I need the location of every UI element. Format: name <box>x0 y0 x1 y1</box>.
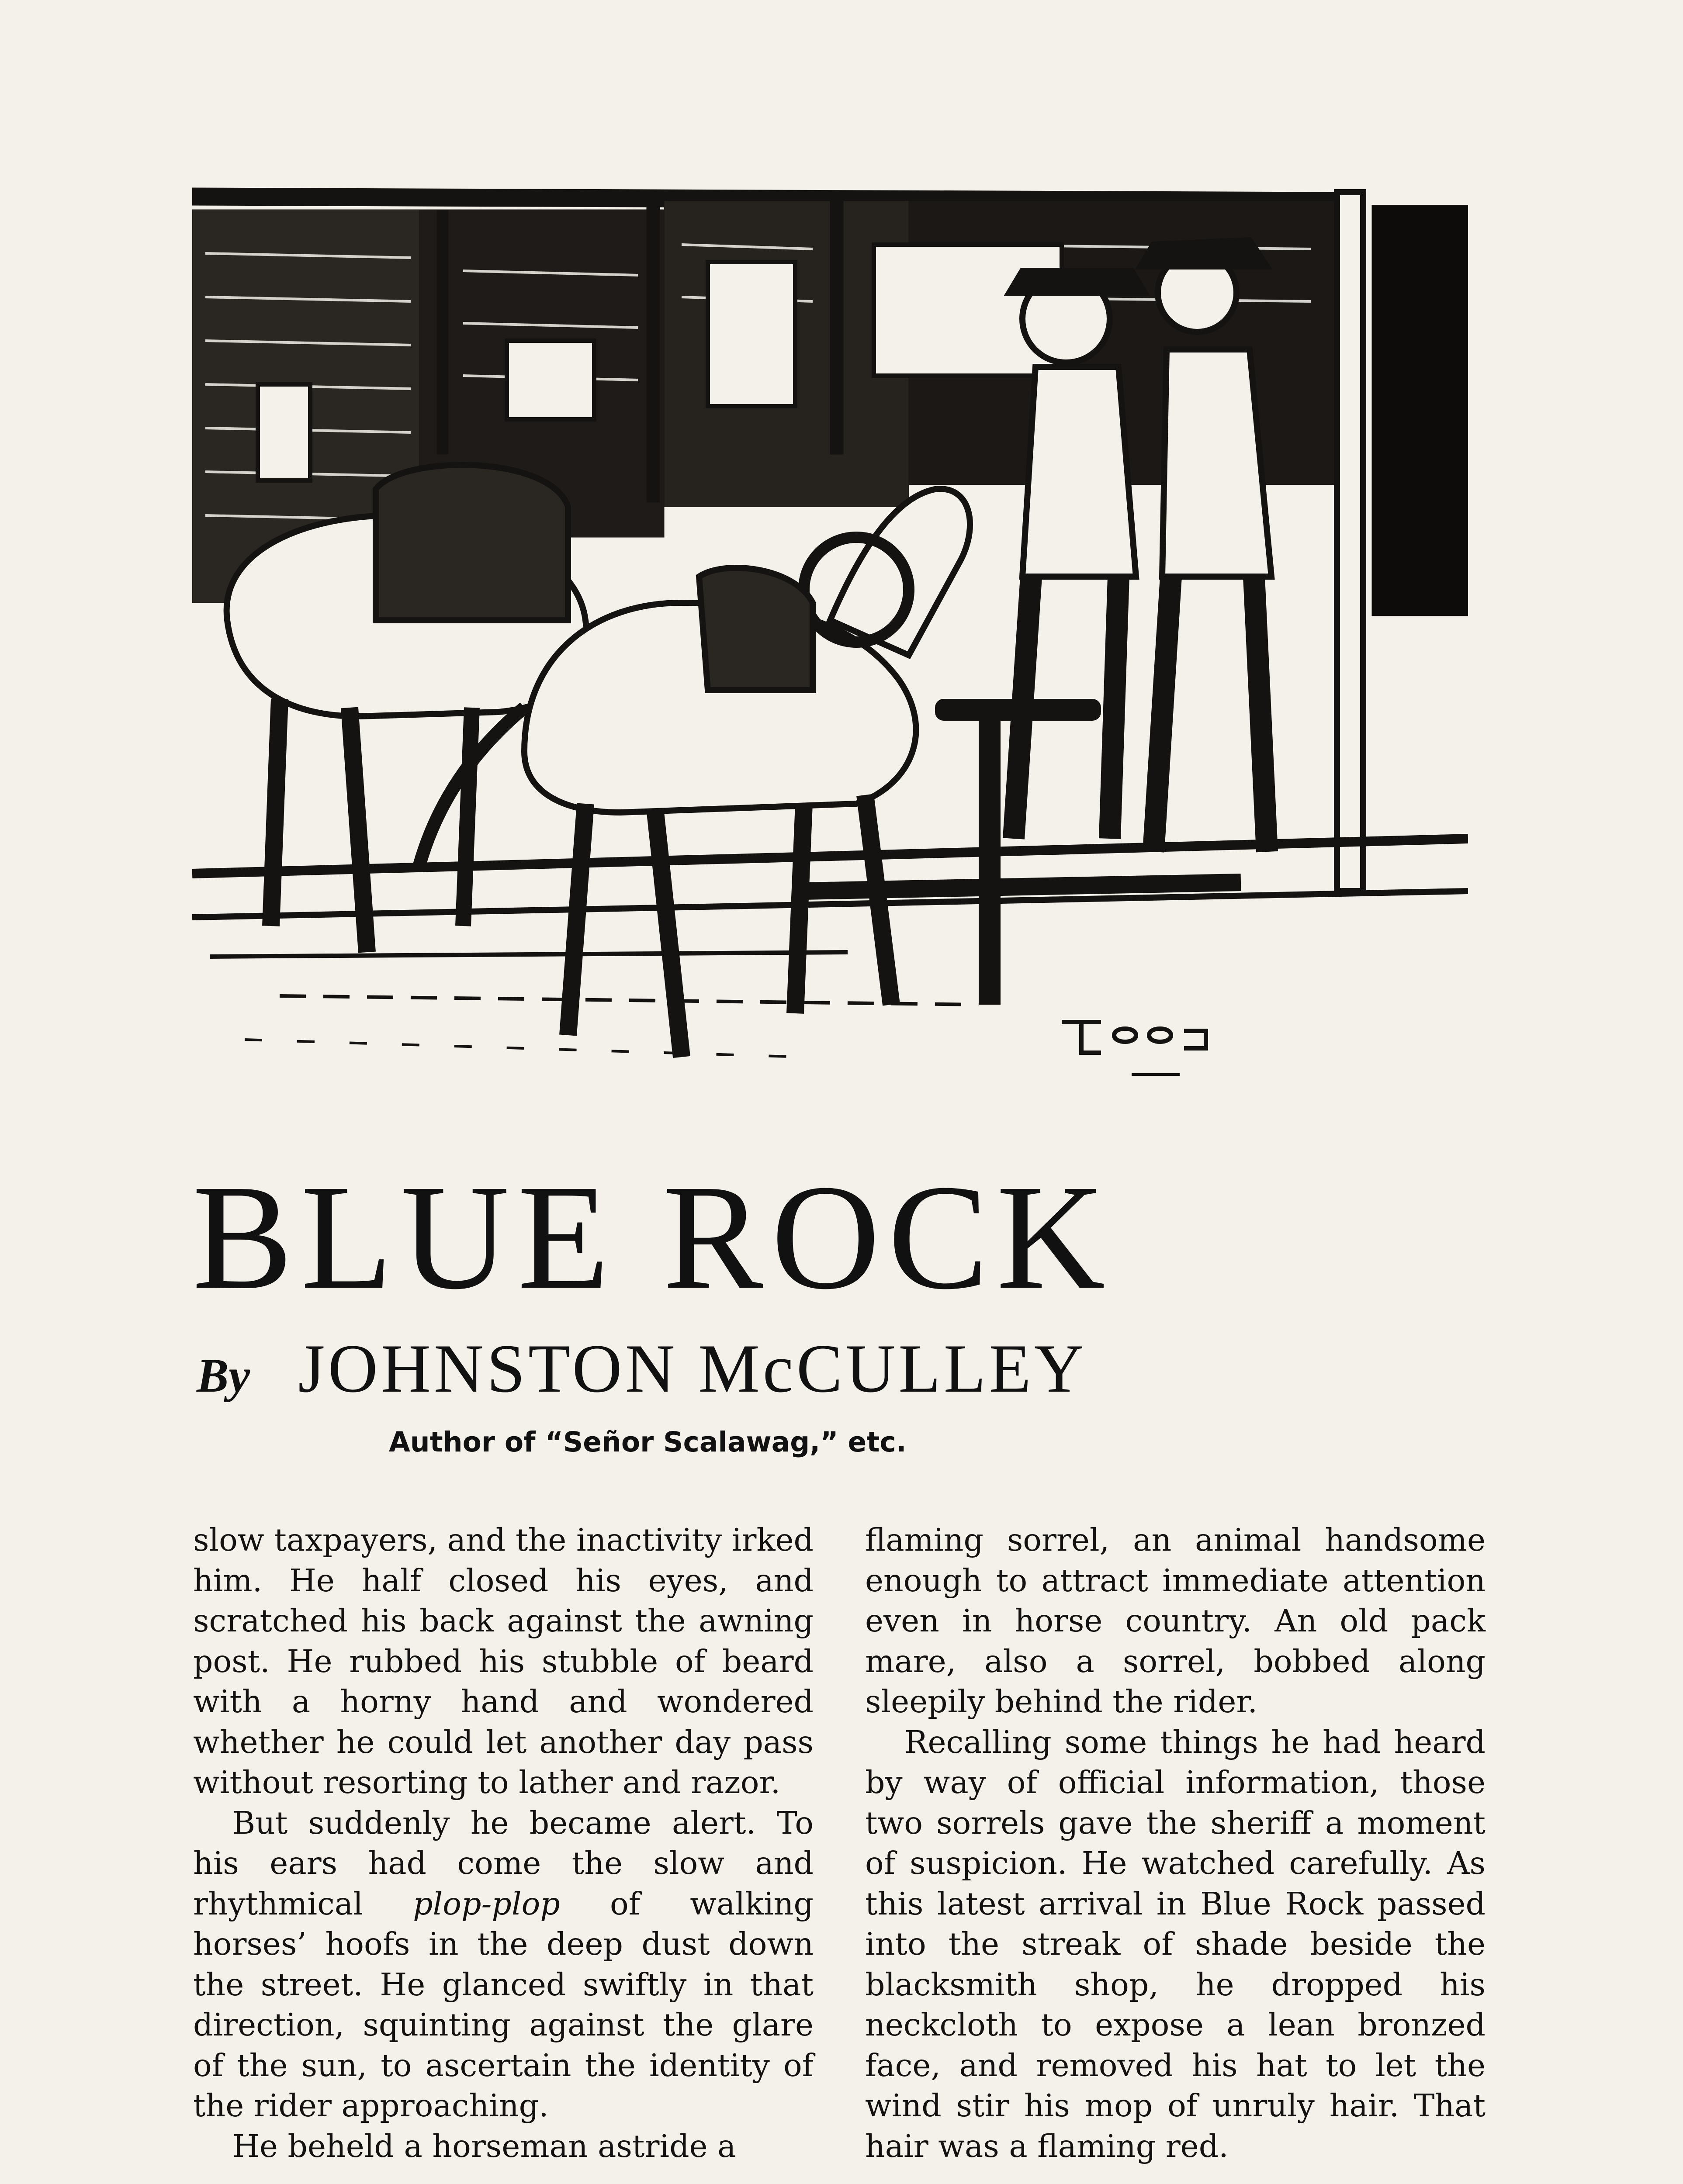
artist-signature <box>1062 1022 1206 1075</box>
text-column-right <box>865 1520 1486 2167</box>
by-label: By <box>197 1349 250 1402</box>
paragraph-text: But suddenly he became alert. To his ears had come the slow and rhythmical <box>193 1804 814 1922</box>
author-credit: Author of “Señor Scalawag,” etc. <box>389 1426 907 1458</box>
italic-text: plop-plop <box>413 1885 560 1922</box>
paragraph: He beheld a horseman astride a <box>232 2128 736 2164</box>
boardwalk <box>192 839 1468 1057</box>
paragraph: slow taxpayers, and the inactivity irked him. He half closed his eyes, and scratched his back against the awning post. He rubbed his stubble of beard with a horny hand and wondered whether he could let another day pass without resorting to lather and razor. <box>193 1522 814 1800</box>
paragraph <box>193 1803 814 2126</box>
paragraph-text: of walking horses’ hoofs in the deep dust down the street. He glanced swiftly in that direction, squinting against the glare of the sun, to ascertain the identity of the rider approaching. <box>193 1885 814 2124</box>
story-illustration <box>192 183 1468 1118</box>
paragraph: flaming sorrel, an animal handsome enough to attract immediate attention even in horse country. An old pack mare, also a sorrel, bobbed along sleepily behind the rider. <box>865 1522 1486 1720</box>
story-title: BLUE ROCK <box>192 1154 1113 1320</box>
text-column-left <box>193 1520 814 2167</box>
author-name: JOHNSTON McCULLEY <box>298 1330 1087 1407</box>
paragraph: Recalling some things he had heard by way of official information, those two sorrels gave the sheriff a moment of suspicion. He watched carefully. As this latest arrival in Blue Rock passed into the streak of shade beside the blacksmith shop, he dropped his neckcloth to expose a lean bronzed face, and removed his hat to let the wind stir his mop of unruly hair. That hair was a flaming red. <box>865 1724 1486 2164</box>
byline <box>197 1330 1087 1407</box>
